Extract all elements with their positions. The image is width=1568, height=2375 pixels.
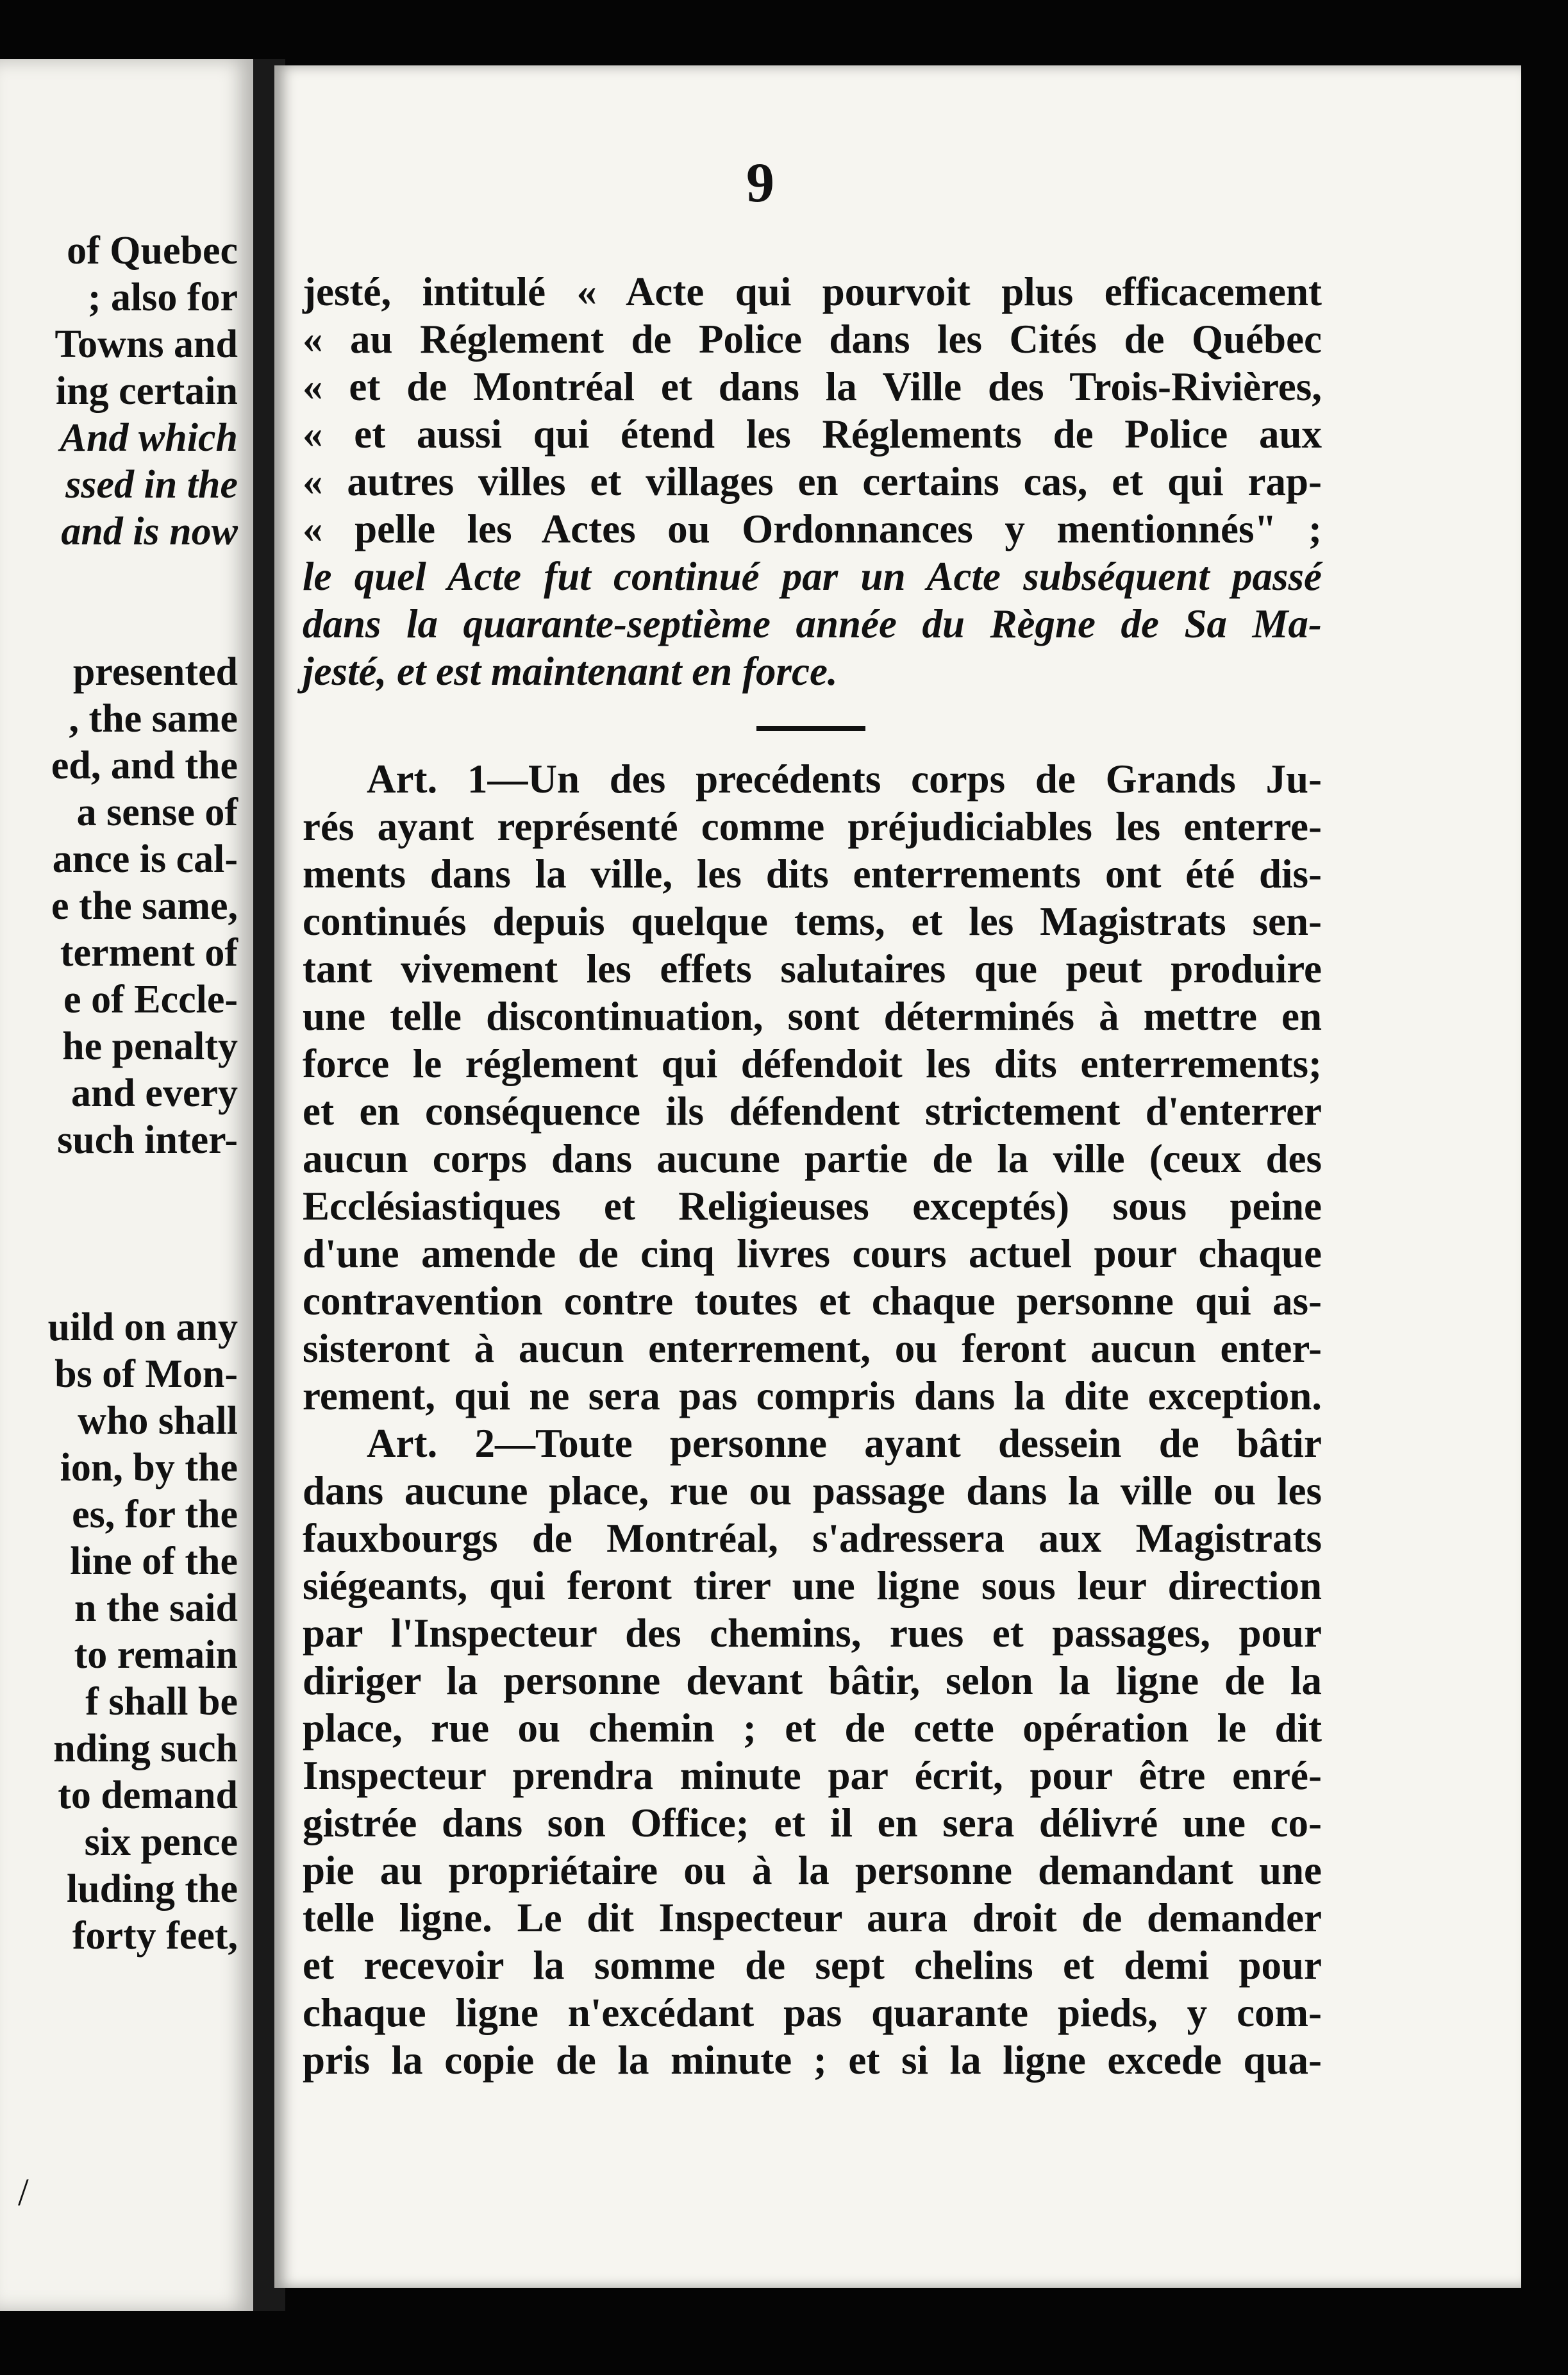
left-page-line: ance is cal- — [52, 837, 238, 881]
left-page-line: And which — [60, 416, 238, 460]
text-line: tant vivement les effets salutaires que peut produire — [303, 946, 1322, 991]
left-page-line: six pence — [84, 1820, 238, 1864]
section-divider — [756, 726, 865, 731]
left-page-line: line of the — [70, 1540, 238, 1583]
left-page-line: terment of — [60, 931, 238, 975]
left-page-line: and is now — [61, 510, 238, 553]
left-page-line: to demand — [58, 1774, 238, 1817]
text-line: continués depuis quelque tems, et les Magistrats sen- — [303, 899, 1322, 944]
left-page-line: a sense of — [76, 791, 238, 834]
text-line: Art. 2—Toute personne ayant dessein de bâtir — [367, 1421, 1322, 1466]
left-page-line: presented — [72, 650, 238, 694]
left-page-line: and every — [71, 1071, 238, 1115]
left-page-line: Towns and — [54, 323, 238, 366]
text-line: place, rue ou chemin ; et de cette opération le dit — [303, 1706, 1322, 1750]
text-line: « au Réglement de Police dans les Cités de Québec — [303, 317, 1322, 362]
text-line: « autres villes et villages en certains cas, et qui rap- — [303, 459, 1322, 504]
text-line: Inspecteur prendra minute par écrit, pour être enré- — [303, 1753, 1322, 1798]
text-line: « et aussi qui étend les Réglements de Police aux — [303, 412, 1322, 457]
text-line: force le réglement qui défendoit les dits enterrements; — [303, 1041, 1322, 1086]
text-line: « pelle les Actes ou Ordonnances y mentionnés" ; — [303, 507, 1322, 551]
left-page-line: of Quebec — [67, 229, 238, 273]
left-page-line: ; also for — [87, 276, 238, 319]
text-line: le quel Acte fut continué par un Acte subséquent passé — [303, 554, 1322, 599]
left-page-line: ing certain — [55, 369, 238, 413]
text-line: pie au propriétaire ou à la personne demandant une — [303, 1848, 1322, 1893]
left-page-line: luding the — [66, 1867, 238, 1911]
text-line: sisteront à aucun enterrement, ou feront aucun enter- — [303, 1326, 1322, 1371]
text-line: telle ligne. Le dit Inspecteur aura droit de demander — [303, 1895, 1322, 1940]
left-page-line: es, for the — [72, 1493, 238, 1536]
left-page — [0, 59, 253, 2311]
text-line: aucun corps dans aucune partie de la ville (ceux des — [303, 1136, 1322, 1181]
text-line: ments dans la ville, les dits enterrements ont été dis- — [303, 852, 1322, 896]
left-page-mark: / — [18, 2171, 29, 2213]
text-line: diriger la personne devant bâtir, selon la ligne de la — [303, 1658, 1322, 1703]
text-line: gistrée dans son Office; et il en sera délivré une co- — [303, 1800, 1322, 1845]
text-line: chaque ligne n'excédant pas quarante pieds, y com- — [303, 1990, 1322, 2035]
left-page-line: f shall be — [85, 1680, 238, 1724]
text-line: « et de Montréal et dans la Ville des Trois-Rivières, — [303, 364, 1322, 409]
text-line: Ecclésiastiques et Religieuses exceptés) sous peine — [303, 1184, 1322, 1229]
page-number: 9 — [746, 152, 774, 214]
left-page-line: bs of Mon- — [54, 1352, 238, 1396]
text-line: d'une amende de cinq livres cours actuel pour chaque — [303, 1231, 1322, 1276]
text-line: dans la quarante-septième année du Règne de Sa Ma- — [303, 601, 1322, 646]
left-page-line: ion, by the — [60, 1446, 238, 1490]
text-line: dans aucune place, rue ou passage dans la ville ou les — [303, 1468, 1322, 1513]
text-line: rés ayant représenté comme préjudiciables les enterre- — [303, 804, 1322, 849]
left-page-line: ed, and the — [51, 744, 238, 787]
left-page-line: who shall — [78, 1399, 238, 1443]
left-page-line: n the said — [74, 1586, 238, 1630]
left-page-line: forty feet, — [72, 1914, 238, 1958]
text-line: Art. 1—Un des precédents corps de Grands Ju- — [367, 757, 1322, 801]
left-page-line: uild on any — [47, 1305, 238, 1349]
text-line: par l'Inspecteur des chemins, rues et passages, pour — [303, 1611, 1322, 1656]
left-page-line: he penalty — [62, 1025, 238, 1068]
text-line: siégeants, qui feront tirer une ligne sous leur direction — [303, 1563, 1322, 1608]
text-line: jesté, intitulé « Acte qui pourvoit plus efficacement — [303, 269, 1322, 314]
text-line: et recevoir la somme de sept chelins et demi pour — [303, 1943, 1322, 1988]
text-line: contravention contre toutes et chaque personne qui as- — [303, 1279, 1322, 1323]
text-line: fauxbourgs de Montréal, s'adressera aux Magistrats — [303, 1516, 1322, 1561]
text-line: une telle discontinuation, sont déterminés à mettre en — [303, 994, 1322, 1039]
left-page-line: such inter- — [57, 1118, 238, 1162]
left-page-line: e of Eccle- — [63, 978, 238, 1021]
left-page-line: , the same — [69, 697, 238, 741]
text-line: et en conséquence ils défendent strictement d'enterrer — [303, 1089, 1322, 1134]
left-page-line: nding such — [53, 1727, 238, 1770]
text-line: rement, qui ne sera pas compris dans la dite exception. — [303, 1373, 1322, 1418]
left-page-line: to remain — [74, 1633, 238, 1677]
text-line: jesté, et est maintenant en force. — [303, 649, 838, 694]
left-page-line: e the same, — [51, 884, 238, 928]
left-page-line: ssed in the — [65, 463, 238, 507]
text-line: pris la copie de la minute ; et si la ligne excede qua- — [303, 2038, 1322, 2083]
